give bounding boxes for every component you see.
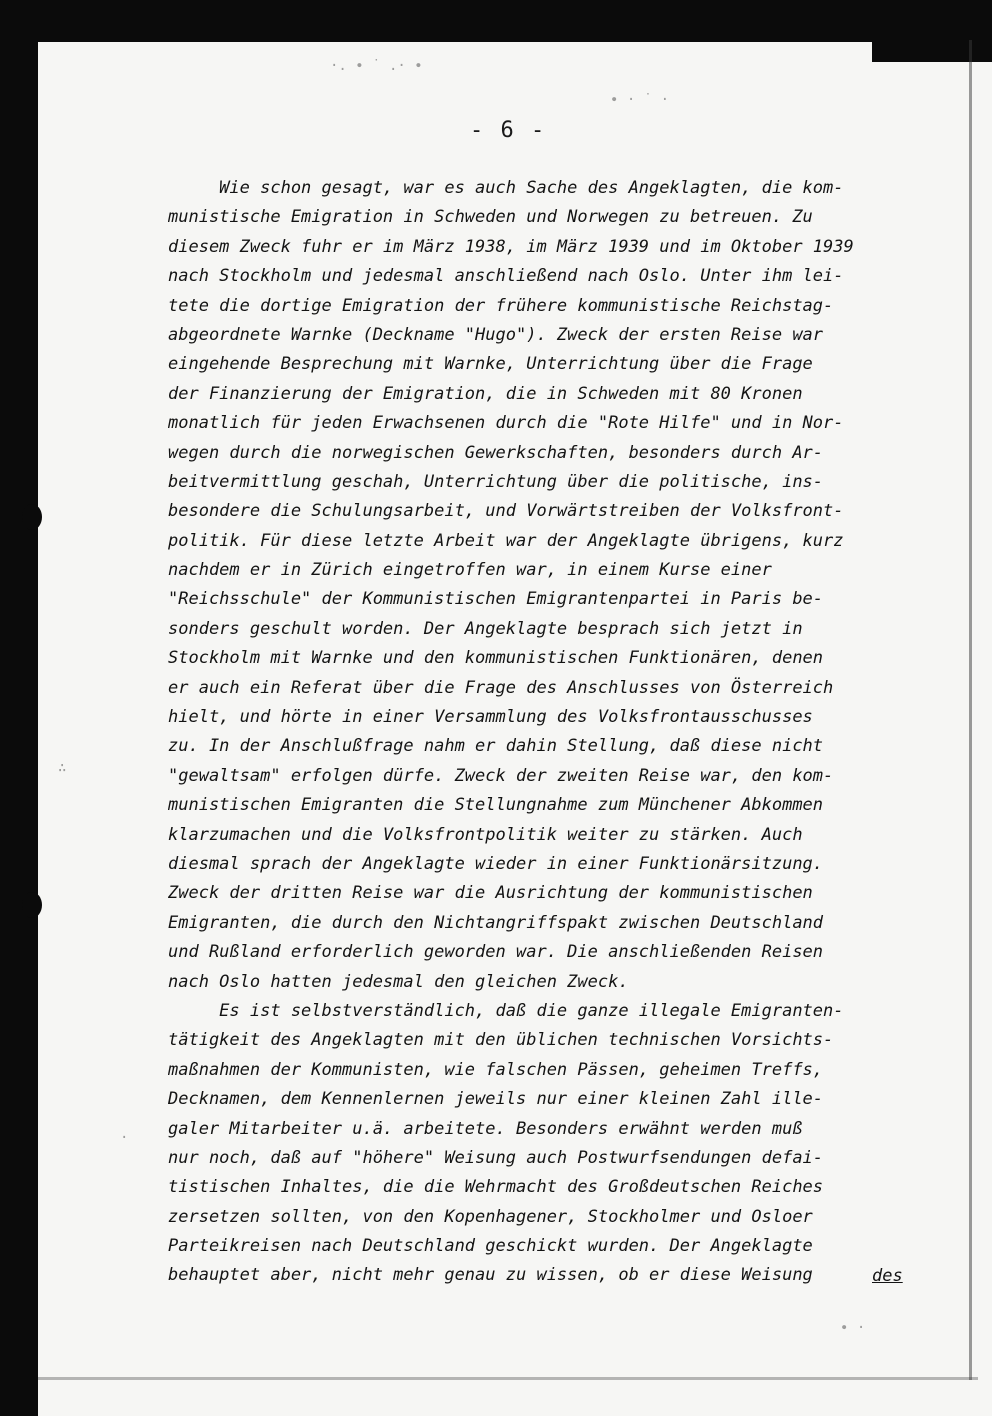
text-line: sonders geschult worden. Der Angeklagte besprach sich jetzt in <box>168 618 803 639</box>
text-line: besondere die Schulungsarbeit, und Vorwärtstreiben der Volksfront- <box>168 501 844 522</box>
text-line: wegen durch die norwegischen Gewerkschaften, besonders durch Ar- <box>168 442 824 463</box>
text-line: galer Mitarbeiter u.ä. arbeitete. Besonders erwähnt werden muß <box>168 1118 803 1139</box>
text-line: klarzumachen und die Volksfrontpolitik weiter zu stärken. Auch <box>168 824 803 845</box>
text-line: maßnahmen der Kommunisten, wie falschen Pässen, geheimen Treffs, <box>168 1059 824 1080</box>
text-line: abgeordnete Warnke (Deckname "Hugo"). Zweck der ersten Reise war <box>168 324 824 345</box>
text-line: und Rußland erforderlich geworden war. Die anschließenden Reisen <box>168 942 824 963</box>
text-line: politik. Für diese letzte Arbeit war der Angeklagte übrigens, kurz <box>168 530 844 551</box>
text-line: beitvermittlung geschah, Unterrichtung über die politische, ins- <box>168 471 824 492</box>
scan-border-left <box>0 0 38 1416</box>
text-line: Zweck der dritten Reise war die Ausrichtung der kommunistischen <box>168 883 813 904</box>
scan-border-top-right <box>872 0 992 62</box>
catchword: des <box>872 1266 903 1286</box>
text-line: zu. In der Anschlußfrage nahm er dahin Stellung, daß diese nicht <box>168 736 824 757</box>
body-text <box>168 174 944 1291</box>
text-line: der Finanzierung der Emigration, die in Schweden mit 80 Kronen <box>168 383 803 404</box>
text-line: munistischen Emigranten die Stellungnahme zum Münchener Abkommen <box>168 795 824 816</box>
text-line: diesem Zweck fuhr er im März 1938, im März 1939 und im Oktober 1939 <box>168 236 854 257</box>
punch-hole <box>22 892 42 918</box>
text-line: "gewaltsam" erfolgen dürfe. Zweck der zweiten Reise war, den kom- <box>168 765 834 786</box>
scan-noise: ∙ · ˙ · <box>610 92 670 108</box>
text-line: monatlich für jeden Erwachsenen durch die "Rote Hilfe" und in Nor- <box>168 413 844 434</box>
text-line: Decknamen, dem Kennenlernen jeweils nur einer kleinen Zahl ille- <box>168 1089 824 1110</box>
scan-noise: ·. ∙ ˙ .· ∙ <box>330 58 423 74</box>
text-line: Wie schon gesagt, war es auch Sache des Angeklagten, die kom- <box>168 178 844 198</box>
text-line: diesmal sprach der Angeklagte wieder in einer Funktionärsitzung. <box>168 853 824 874</box>
page-number: - 6 - <box>470 118 547 143</box>
text-line: eingehende Besprechung mit Warnke, Unterrichtung über die Frage <box>168 354 813 375</box>
text-line: nach Oslo hatten jedesmal den gleichen Zweck. <box>168 971 629 992</box>
scan-noise: · <box>120 1130 129 1146</box>
text-line: Emigranten, die durch den Nichtangriffspakt zwischen Deutschland <box>168 912 824 933</box>
page-edge-bottom <box>38 1377 978 1380</box>
scan-border-top <box>0 0 992 42</box>
scan-noise: ∙ · <box>840 1320 866 1336</box>
text-line: "Reichsschule" der Kommunistischen Emigrantenpartei in Paris be- <box>168 589 824 610</box>
page-edge-right <box>969 40 972 1380</box>
text-line: Es ist selbstverständlich, daß die ganze illegale Emigranten- <box>168 1000 844 1021</box>
scan-noise: ∴ <box>58 760 67 776</box>
text-line: tätigkeit des Angeklagten mit den üblichen technischen Vorsichts- <box>168 1030 834 1051</box>
text-line: Stockholm mit Warnke und den kommunistischen Funktionären, denen <box>168 648 824 669</box>
text-line: behauptet aber, nicht mehr genau zu wissen, ob er diese Weisung <box>168 1265 813 1286</box>
text-line: Parteikreisen nach Deutschland geschickt wurden. Der Angeklagte <box>168 1236 813 1257</box>
text-line: nach Stockholm und jedesmal anschließend nach Oslo. Unter ihm lei- <box>168 266 844 287</box>
text-line: munistische Emigration in Schweden und Norwegen zu betreuen. Zu <box>168 207 813 228</box>
text-line: hielt, und hörte in einer Versammlung des Volksfrontausschusses <box>168 707 813 728</box>
text-line: nachdem er in Zürich eingetroffen war, in einem Kurse einer <box>168 560 772 581</box>
text-line: tete die dortige Emigration der frühere kommunistische Reichstag- <box>168 295 834 316</box>
text-line: tistischen Inhaltes, die die Wehrmacht des Großdeutschen Reiches <box>168 1177 824 1198</box>
punch-hole <box>22 504 42 530</box>
text-line: zersetzen sollten, von den Kopenhagener, Stockholmer und Osloer <box>168 1206 813 1227</box>
text-line: er auch ein Referat über die Frage des Anschlusses von Österreich <box>168 677 834 698</box>
text-line: nur noch, daß auf "höhere" Weisung auch Postwurfsendungen defai- <box>168 1147 824 1168</box>
